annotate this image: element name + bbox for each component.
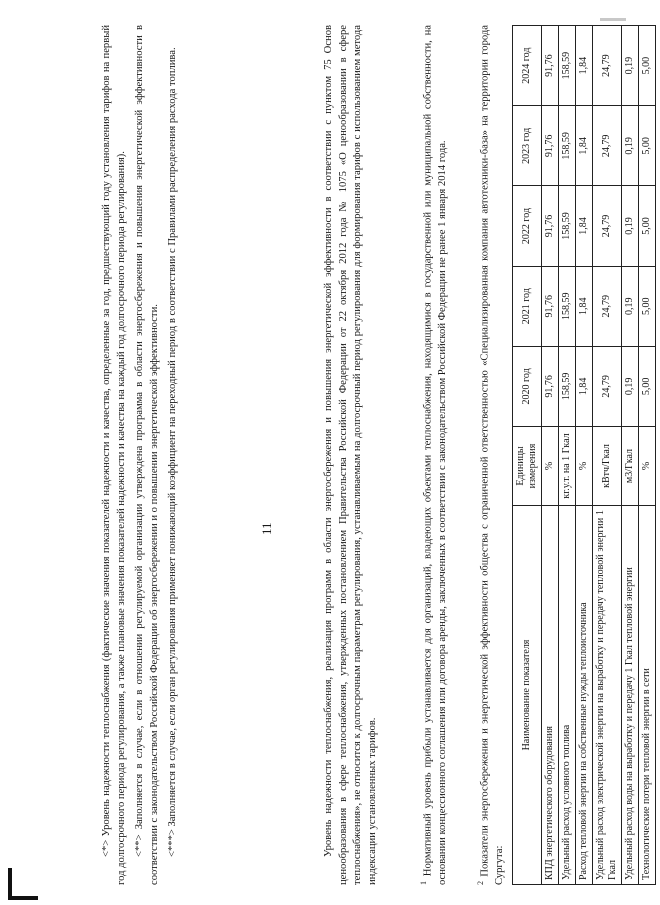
header-indicator-name: Наименование показателя <box>512 506 541 885</box>
footnote-2-text: Показатели энергосбережения и энергетической эффективности общества с ограниченной ответственностью «Специализированная компания автотехники-база» на территории города Сургута: <box>479 25 506 885</box>
page-number: 11 <box>259 522 274 535</box>
value-cell: 0,19 <box>621 266 638 346</box>
table-row <box>541 26 558 885</box>
value-cell: 24,79 <box>592 266 621 346</box>
rotated-page-content <box>100 25 660 885</box>
value-cell: 1,84 <box>575 186 592 266</box>
indicator-name-cell: КПД энергетического оборудования <box>541 506 558 885</box>
table-row <box>558 26 575 885</box>
footnote-1-text: Нормативный уровень прибыли устанавливается для организаций, владеющих объектами теплоснабжения, находящимися в государственной или муниципальной собственности, на основании концессионного соглашения или договора аренды, заключенных в соответствии с законодательством Российской Федерации не ранее 1 января 2014 года. <box>422 25 449 885</box>
notes-block <box>100 25 185 885</box>
note-energy-saving: <**> Заполняется в случае, если в отношении регулируемой организации утверждена программа в области энергосбережения и повышения энергетической эффективности в соответствии с законодательством Российской Федерации об энергосбережении и о повышении энергетической эффективности. <box>134 25 160 885</box>
note-reliability: <*> Уровень надежности теплоснабжения (фактические значения показателей надежности и качества, определенные за год, предшествующий году установления тарифов на первый год долгосрочного периода регулирования, а также плановые значения показателей надежности и качества на каждый год долгосрочного периода регулирования). <box>101 25 127 885</box>
reliability-paragraph-block <box>322 25 384 885</box>
scan-smudge <box>600 18 626 21</box>
value-cell: 0,19 <box>621 106 638 186</box>
value-cell: 5,00 <box>638 266 655 346</box>
value-cell: 24,79 <box>592 346 621 426</box>
value-cell: 158,59 <box>558 186 575 266</box>
reliability-paragraph: Уровень надежности теплоснабжения, реализация программ в области энергосбережения и повышения энергетической эффективности в соответствии с пунктом 75 Основ ценообразования в сфере теплоснабжения, утвержденных постановлением Правительства Российской Федерации от 22 октября 2012 года № 1075 «О ценообразовании в сфере теплоснабжения», не относится к долгосрочным параметрам регулирования, устанавливаемым на долгосрочный период регулирования для формирования тарифов с использованием метода индексации установленных тарифов. <box>323 25 378 885</box>
indicator-name-cell: Технологические потери тепловой энергии в сети <box>638 506 655 885</box>
note-coefficient: <***> Заполняется в случае, если орган регулирования применяет понижающий коэффициент на переходный период в соответствии с Правилами распределения расхода топлива. <box>167 47 179 857</box>
indicator-name-cell: Удельный расход воды на выработку и передачу 1 Гкал тепловой энергии <box>621 506 638 885</box>
value-cell: 1,84 <box>575 346 592 426</box>
value-cell: 1,84 <box>575 106 592 186</box>
value-cell: 24,79 <box>592 26 621 106</box>
unit-cell: % <box>638 427 655 506</box>
value-cell: 5,00 <box>638 186 655 266</box>
table-row <box>575 26 592 885</box>
footnote-2-mark: 2 <box>476 881 485 885</box>
footnote-2 <box>475 25 508 885</box>
binding-mark-bottom <box>8 896 38 900</box>
table-row <box>638 26 655 885</box>
value-cell: 158,59 <box>558 106 575 186</box>
indicator-name-cell: Удельный расход условного топлива <box>558 506 575 885</box>
value-cell: 5,00 <box>638 26 655 106</box>
header-year-2023: 2023 год <box>512 106 541 186</box>
footnote-1-mark: 1 <box>419 881 428 885</box>
table-row <box>621 26 638 885</box>
indicator-name-cell: Удельный расход электрической энергии на выработку и передачу тепловой энергии 1 Гкал <box>592 506 621 885</box>
table-header-row <box>512 26 541 885</box>
value-cell: 91,76 <box>541 266 558 346</box>
indicator-name-cell: Расход тепловой энергии на собственные нужды теплоисточника <box>575 506 592 885</box>
header-year-2024: 2024 год <box>512 26 541 106</box>
value-cell: 5,00 <box>638 346 655 426</box>
footnote-1-block <box>418 25 455 885</box>
value-cell: 24,79 <box>592 186 621 266</box>
header-year-2020: 2020 год <box>512 346 541 426</box>
value-cell: 5,00 <box>638 106 655 186</box>
value-cell: 0,19 <box>621 346 638 426</box>
footnote-2-block <box>475 25 656 885</box>
value-cell: 158,59 <box>558 346 575 426</box>
value-cell: 158,59 <box>558 26 575 106</box>
unit-cell: м3/Гкал <box>621 427 638 506</box>
value-cell: 0,19 <box>621 26 638 106</box>
value-cell: 91,76 <box>541 186 558 266</box>
value-cell: 1,84 <box>575 26 592 106</box>
unit-cell: кВтч/Гкал <box>592 427 621 506</box>
energy-indicators-table <box>512 25 656 885</box>
header-year-2021: 2021 год <box>512 266 541 346</box>
value-cell: 158,59 <box>558 266 575 346</box>
table-body <box>541 26 655 885</box>
value-cell: 24,79 <box>592 106 621 186</box>
value-cell: 0,19 <box>621 186 638 266</box>
value-cell: 91,76 <box>541 346 558 426</box>
unit-cell: % <box>541 427 558 506</box>
value-cell: 91,76 <box>541 26 558 106</box>
footnote-1 <box>418 25 451 885</box>
value-cell: 91,76 <box>541 106 558 186</box>
unit-cell: % <box>575 427 592 506</box>
unit-cell: кг.у.т. на 1 Гкал <box>558 427 575 506</box>
value-cell: 1,84 <box>575 266 592 346</box>
table-row <box>592 26 621 885</box>
header-year-2022: 2022 год <box>512 186 541 266</box>
header-unit: Единицы измерения <box>512 427 541 506</box>
